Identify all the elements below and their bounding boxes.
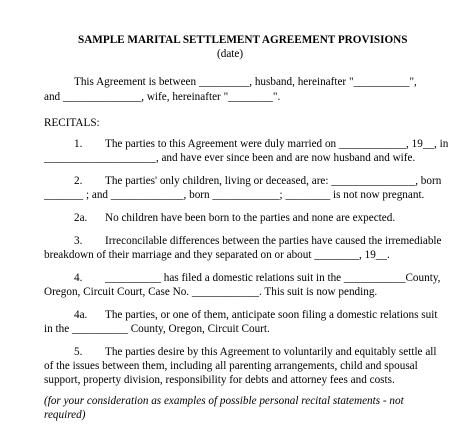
- note-line: (for your consideration as examples of possible personal recital statements - not: [44, 395, 404, 407]
- recital-line: The parties to this Agreement were duly married on ____________, 19__, in: [105, 138, 449, 150]
- recital-number: 2.: [74, 175, 83, 187]
- recitals-heading: RECITALS:: [44, 117, 100, 129]
- recital-line: No children have been born to the parties and none are expected.: [105, 212, 396, 224]
- recital-line: in the __________ County, Oregon, Circuit Court.: [44, 323, 270, 335]
- recital-line: breakdown of their marriage and they separated on or about ________, 19__.: [44, 249, 390, 261]
- recital-line: of the issues between them, including all parenting arrangements, child and spousal: [44, 360, 418, 372]
- recital-line: The parties desire by this Agreement to voluntarily and equitably settle all: [105, 346, 437, 358]
- recital-line: The parties, or one of them, anticipate soon filing a domestic relations suit: [105, 309, 438, 321]
- recital-line: Irreconcilable differences between the parties have caused the irremediable: [105, 235, 442, 247]
- recital-number: 4.: [74, 272, 83, 284]
- recital-number: 3.: [74, 235, 83, 247]
- recital-number: 2a.: [74, 212, 88, 224]
- recital-number: 4a.: [74, 309, 88, 321]
- note-line: required): [44, 409, 86, 421]
- intro-line-2: and ______________, wife, hereinafter "________".: [44, 91, 281, 103]
- document-title: SAMPLE MARITAL SETTLEMENT AGREEMENT PROVISIONS: [78, 34, 408, 46]
- recital-line: __________ has filed a domestic relations suit in the ___________County,: [105, 272, 441, 284]
- recital-line: _______ ; and _____________, born ____________; ________ is not now pregnant.: [44, 189, 425, 201]
- recital-number: 1.: [74, 138, 83, 150]
- recital-number: 5.: [74, 346, 83, 358]
- date-label: (date): [217, 48, 244, 60]
- recital-line: The parties' only children, living or deceased, are: _______________, born: [105, 175, 442, 187]
- recital-line: support, property division, responsibility for debts and attorney fees and costs.: [44, 374, 395, 386]
- recital-line: ____________________, and have ever since been and are now husband and wife.: [44, 152, 416, 164]
- intro-line-1: This Agreement is between _________, husband, hereinafter "__________",: [74, 76, 417, 88]
- recital-line: Oregon, Circuit Court, Case No. ____________. This suit is now pending.: [44, 286, 378, 298]
